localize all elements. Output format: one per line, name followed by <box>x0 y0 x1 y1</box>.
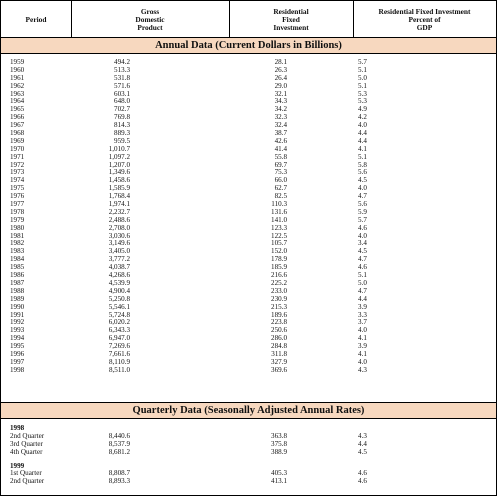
gdp-cell: 6,343.3 <box>108 326 130 335</box>
period-cell: 1988 <box>10 286 25 295</box>
table-row <box>1 256 496 264</box>
period-cell: 1962 <box>10 81 25 90</box>
period-cell: 1989 <box>10 294 25 303</box>
gdp-cell: 3,777.2 <box>108 255 130 264</box>
percent-cell: 4.7 <box>358 286 367 295</box>
period-cell: 1985 <box>10 263 25 272</box>
period-cell: 1984 <box>10 255 25 264</box>
table-row <box>1 169 496 177</box>
rfi-cell: 215.3 <box>271 302 287 311</box>
annual-section-title: Annual Data (Current Dollars in Billions) <box>1 37 496 54</box>
rfi-cell: 225.2 <box>271 278 287 287</box>
gdp-cell: 5,724.8 <box>108 310 130 319</box>
percent-cell: 4.6 <box>358 223 367 232</box>
table-row <box>1 280 496 288</box>
year-label: 1999 <box>10 461 25 470</box>
gdp-cell: 7,269.6 <box>108 342 130 351</box>
period-cell: 3rd Quarter <box>10 439 43 448</box>
table-row <box>1 193 496 201</box>
period-cell: 1976 <box>10 192 25 201</box>
percent-cell: 4.2 <box>358 113 367 122</box>
table-row <box>1 185 496 193</box>
gdp-cell: 1,458.6 <box>108 176 130 185</box>
gdp-cell: 513.3 <box>114 65 130 74</box>
gdp-cell: 1,974.1 <box>108 200 130 209</box>
table-row <box>1 114 496 122</box>
gdp-cell: 702.7 <box>114 105 130 114</box>
period-cell: 1964 <box>10 97 25 106</box>
gdp-cell: 814.3 <box>114 121 130 130</box>
percent-cell: 5.8 <box>358 160 367 169</box>
table-row <box>1 98 496 106</box>
table-row <box>1 59 496 67</box>
period-cell: 1980 <box>10 223 25 232</box>
percent-cell: 4.3 <box>358 431 367 440</box>
period-cell: 1970 <box>10 144 25 153</box>
period-cell: 1968 <box>10 129 25 138</box>
table-row <box>1 288 496 296</box>
percent-cell: 4.4 <box>358 129 367 138</box>
gdp-cell: 6,947.0 <box>108 334 130 343</box>
period-cell: 1963 <box>10 89 25 98</box>
percent-cell: 4.7 <box>358 255 367 264</box>
period-cell: 2nd Quarter <box>10 431 45 440</box>
header-gdp: Gross Domestic Product <box>135 6 165 32</box>
table-row <box>1 433 496 441</box>
table-row <box>1 272 496 280</box>
gdp-cell: 6,020.2 <box>108 318 130 327</box>
percent-cell: 3.4 <box>358 239 367 248</box>
percent-cell: 5.7 <box>358 58 367 66</box>
percent-cell: 4.1 <box>358 349 367 358</box>
percent-cell: 4.7 <box>358 192 367 201</box>
table-row <box>1 67 496 75</box>
rfi-cell: 311.8 <box>271 349 287 358</box>
percent-cell: 5.9 <box>358 207 367 216</box>
table-row <box>1 296 496 304</box>
table-row <box>1 201 496 209</box>
gdp-cell: 8,808.7 <box>108 469 130 478</box>
rfi-cell: 216.6 <box>271 271 287 280</box>
table-row <box>1 304 496 312</box>
rfi-cell: 327.9 <box>271 357 287 366</box>
gdp-cell: 8,537.9 <box>108 439 130 448</box>
table-row <box>1 264 496 272</box>
table-row <box>1 138 496 146</box>
gdp-cell: 889.3 <box>114 129 130 138</box>
percent-cell: 4.4 <box>358 294 367 303</box>
year-group-label <box>1 425 496 433</box>
period-cell: 1987 <box>10 278 25 287</box>
period-cell: 1969 <box>10 136 25 145</box>
period-cell: 1982 <box>10 239 25 248</box>
gdp-cell: 494.2 <box>114 58 130 66</box>
percent-cell: 4.6 <box>358 469 367 478</box>
period-cell: 1961 <box>10 73 25 82</box>
table-header <box>1 1 496 39</box>
table-row <box>1 130 496 138</box>
rfi-cell: 38.7 <box>274 129 287 138</box>
gdp-cell: 2,708.0 <box>108 223 130 232</box>
percent-cell: 4.0 <box>358 357 367 366</box>
gdp-cell: 1,207.0 <box>108 160 130 169</box>
rfi-cell: 369.6 <box>271 365 287 374</box>
period-cell: 1975 <box>10 184 25 193</box>
period-cell: 1986 <box>10 271 25 280</box>
percent-cell: 5.6 <box>358 200 367 209</box>
period-cell: 1971 <box>10 152 25 161</box>
table-row <box>1 343 496 351</box>
percent-cell: 4.1 <box>358 144 367 153</box>
annual-rows <box>1 59 496 375</box>
percent-cell: 3.7 <box>358 318 367 327</box>
percent-cell: 3.9 <box>358 342 367 351</box>
percent-cell: 4.5 <box>358 447 367 456</box>
gdp-cell: 8,893.3 <box>108 477 130 486</box>
table-row <box>1 217 496 225</box>
gdp-cell: 769.8 <box>114 113 130 122</box>
rfi-cell: 413.1 <box>271 477 287 486</box>
gdp-cell: 2,232.7 <box>108 207 130 216</box>
rfi-cell: 41.4 <box>274 144 287 153</box>
gdp-cell: 571.6 <box>114 81 130 90</box>
year-label: 1998 <box>10 424 25 432</box>
rfi-cell: 141.0 <box>271 215 287 224</box>
gdp-cell: 1,768.4 <box>108 192 130 201</box>
table-row <box>1 248 496 256</box>
percent-cell: 5.6 <box>358 168 367 177</box>
gdp-cell: 8,110.9 <box>108 357 130 366</box>
rfi-cell: 152.0 <box>271 247 287 256</box>
percent-cell: 4.1 <box>358 334 367 343</box>
rfi-cell: 34.2 <box>274 105 287 114</box>
table-row <box>1 154 496 162</box>
rfi-cell: 178.9 <box>271 255 287 264</box>
period-cell: 1959 <box>10 58 25 66</box>
rfi-cell: 26.3 <box>274 65 287 74</box>
percent-cell: 5.3 <box>358 89 367 98</box>
rfi-cell: 26.4 <box>274 73 287 82</box>
percent-cell: 5.3 <box>358 97 367 106</box>
rfi-cell: 388.9 <box>271 447 287 456</box>
gdp-cell: 1,010.7 <box>108 144 130 153</box>
period-cell: 1981 <box>10 231 25 240</box>
percent-cell: 3.9 <box>358 302 367 311</box>
rfi-cell: 189.6 <box>271 310 287 319</box>
rfi-cell: 185.9 <box>271 263 287 272</box>
period-cell: 1992 <box>10 318 25 327</box>
gdp-cell: 5,250.8 <box>108 294 130 303</box>
gdp-cell: 603.1 <box>114 89 130 98</box>
table-row <box>1 470 496 478</box>
table-row <box>1 106 496 114</box>
period-cell: 1977 <box>10 200 25 209</box>
rfi-cell: 69.7 <box>274 160 287 169</box>
rfi-cell: 32.3 <box>274 113 287 122</box>
gdp-cell: 3,149.6 <box>108 239 130 248</box>
rfi-cell: 286.0 <box>271 334 287 343</box>
rfi-cell: 131.6 <box>271 207 287 216</box>
period-cell: 1991 <box>10 310 25 319</box>
rfi-cell: 230.9 <box>271 294 287 303</box>
table-row <box>1 327 496 335</box>
table-row <box>1 177 496 185</box>
table-row <box>1 83 496 91</box>
period-cell: 1973 <box>10 168 25 177</box>
rfi-cell: 32.1 <box>274 89 287 98</box>
gdp-cell: 4,038.7 <box>108 263 130 272</box>
period-cell: 1965 <box>10 105 25 114</box>
percent-cell: 4.0 <box>358 326 367 335</box>
percent-cell: 4.5 <box>358 176 367 185</box>
table-row <box>1 233 496 241</box>
table-row <box>1 359 496 367</box>
table-row <box>1 209 496 217</box>
percent-cell: 4.9 <box>358 105 367 114</box>
period-cell: 1974 <box>10 176 25 185</box>
rfi-cell: 405.3 <box>271 469 287 478</box>
period-cell: 1983 <box>10 247 25 256</box>
percent-cell: 4.4 <box>358 136 367 145</box>
period-cell: 1979 <box>10 215 25 224</box>
percent-cell: 5.1 <box>358 65 367 74</box>
period-cell: 1972 <box>10 160 25 169</box>
percent-cell: 4.6 <box>358 263 367 272</box>
header-residential-fixed-investment: Residential Fixed Investment <box>273 6 309 32</box>
percent-cell: 3.3 <box>358 310 367 319</box>
period-cell: 1967 <box>10 121 25 130</box>
gdp-cell: 2,488.6 <box>108 215 130 224</box>
period-cell: 4th Quarter <box>10 447 43 456</box>
gdp-cell: 4,539.9 <box>108 278 130 287</box>
percent-cell: 5.1 <box>358 271 367 280</box>
period-cell: 1966 <box>10 113 25 122</box>
rfi-cell: 55.8 <box>274 152 287 161</box>
header-period: Period <box>25 14 47 24</box>
rfi-cell: 29.0 <box>274 81 287 90</box>
period-cell: 1995 <box>10 342 25 351</box>
table-row <box>1 162 496 170</box>
quarterly-section-title: Quarterly Data (Seasonally Adjusted Annual Rates) <box>1 402 496 419</box>
gdp-cell: 1,585.9 <box>108 184 130 193</box>
period-cell: 1994 <box>10 334 25 343</box>
gdp-cell: 7,661.6 <box>108 349 130 358</box>
gdp-cell: 8,440.6 <box>108 431 130 440</box>
percent-cell: 5.7 <box>358 215 367 224</box>
table-row <box>1 351 496 359</box>
rfi-cell: 42.6 <box>274 136 287 145</box>
percent-cell: 4.5 <box>358 247 367 256</box>
rfi-cell: 284.8 <box>271 342 287 351</box>
rfi-cell: 82.5 <box>274 192 287 201</box>
period-cell: 1996 <box>10 349 25 358</box>
table-row <box>1 335 496 343</box>
percent-cell: 4.0 <box>358 184 367 193</box>
table-row <box>1 122 496 130</box>
rfi-cell: 250.6 <box>271 326 287 335</box>
percent-cell: 5.0 <box>358 278 367 287</box>
period-cell: 1978 <box>10 207 25 216</box>
rfi-cell: 122.5 <box>271 231 287 240</box>
table-row <box>1 240 496 248</box>
period-cell: 1990 <box>10 302 25 311</box>
period-cell: 2nd Quarter <box>10 477 45 486</box>
rfi-cell: 233.0 <box>271 286 287 295</box>
gdp-cell: 648.0 <box>114 97 130 106</box>
period-cell: 1993 <box>10 326 25 335</box>
gdp-cell: 4,900.4 <box>108 286 130 295</box>
table-row <box>1 312 496 320</box>
percent-cell: 5.0 <box>358 73 367 82</box>
gdp-cell: 531.8 <box>114 73 130 82</box>
table-row <box>1 75 496 83</box>
percent-cell: 4.4 <box>358 439 367 448</box>
period-cell: 1960 <box>10 65 25 74</box>
rfi-cell: 62.7 <box>274 184 287 193</box>
table-row <box>1 319 496 327</box>
gdp-cell: 1,097.2 <box>108 152 130 161</box>
gdp-cell: 3,405.0 <box>108 247 130 256</box>
gdp-cell: 3,030.6 <box>108 231 130 240</box>
rfi-cell: 34.3 <box>274 97 287 106</box>
percent-cell: 4.3 <box>358 365 367 374</box>
quarterly-rows <box>1 425 496 486</box>
gdp-cell: 8,511.0 <box>108 365 130 374</box>
rfi-cell: 123.3 <box>271 223 287 232</box>
gdp-cell: 8,681.2 <box>108 447 130 456</box>
rfi-cell: 105.7 <box>271 239 287 248</box>
rfi-cell: 66.0 <box>274 176 287 185</box>
table-row <box>1 225 496 233</box>
rfi-cell: 75.3 <box>274 168 287 177</box>
rfi-cell: 32.4 <box>274 121 287 130</box>
rfi-cell: 363.8 <box>271 431 287 440</box>
period-cell: 1997 <box>10 357 25 366</box>
percent-cell: 4.6 <box>358 477 367 486</box>
gdp-cell: 4,268.6 <box>108 271 130 280</box>
gdp-cell: 959.5 <box>114 136 130 145</box>
table-row <box>1 91 496 99</box>
gdp-cell: 5,546.1 <box>108 302 130 311</box>
period-cell: 1st Quarter <box>10 469 42 478</box>
header-percent-of-gdp: Residential Fixed Investment Percent of GDP <box>378 6 471 32</box>
table-row <box>1 449 496 457</box>
table-row <box>1 478 496 486</box>
year-group-label <box>1 463 496 471</box>
percent-cell: 5.1 <box>358 152 367 161</box>
percent-cell: 4.0 <box>358 121 367 130</box>
rfi-cell: 110.3 <box>271 200 287 209</box>
rfi-cell: 223.8 <box>271 318 287 327</box>
percent-cell: 5.1 <box>358 81 367 90</box>
rfi-cell: 375.8 <box>271 439 287 448</box>
rfi-cell: 28.1 <box>274 58 287 66</box>
table-row <box>1 441 496 449</box>
gdp-cell: 1,349.6 <box>108 168 130 177</box>
table-row <box>1 367 496 375</box>
table-row <box>1 146 496 154</box>
period-cell: 1998 <box>10 365 25 374</box>
percent-cell: 4.0 <box>358 231 367 240</box>
